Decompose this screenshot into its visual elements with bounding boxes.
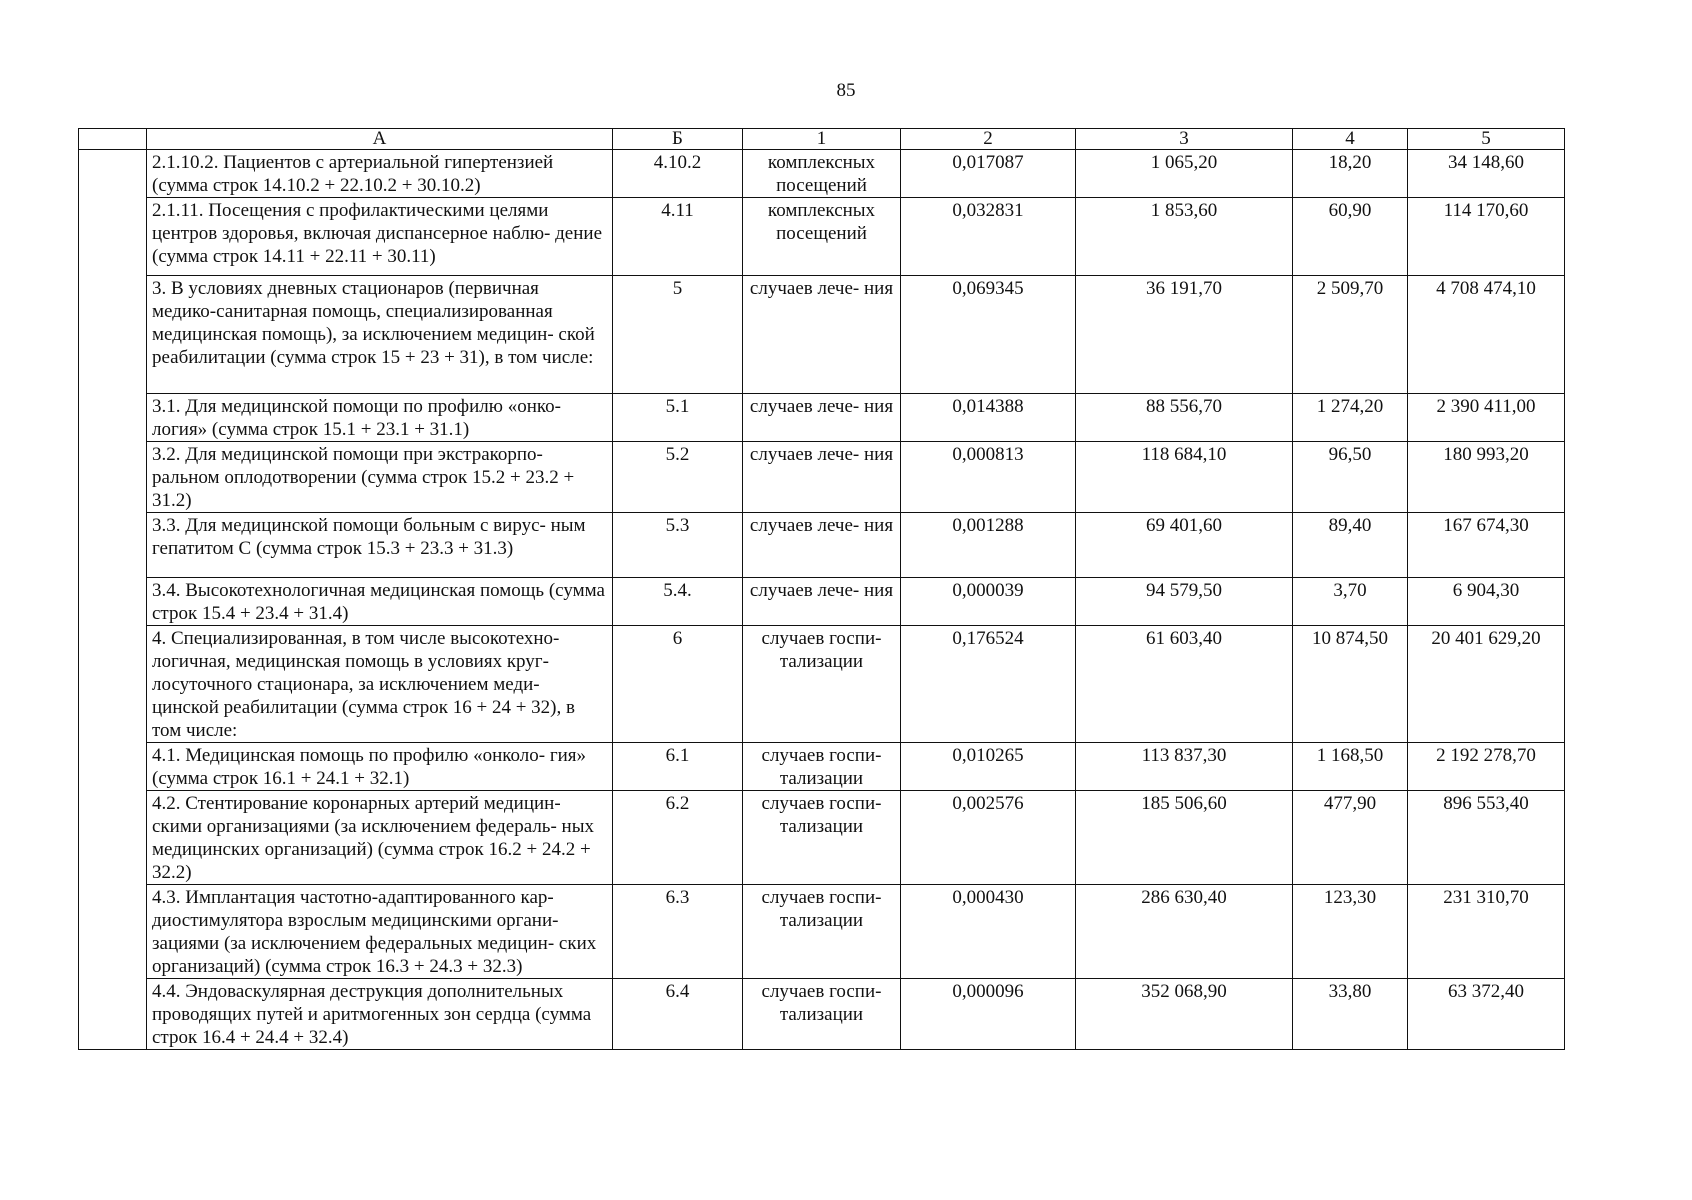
header-row	[79, 129, 1565, 150]
row-value-3: 69 401,60	[1076, 513, 1293, 578]
row-unit: случаев госпи- тализации	[743, 885, 901, 979]
row-value-3: 118 684,10	[1076, 442, 1293, 513]
row-margin-cell	[79, 394, 147, 442]
row-value-4: 2 509,70	[1293, 276, 1408, 394]
row-value-4: 1 168,50	[1293, 743, 1408, 791]
table-row	[79, 276, 1565, 394]
table-row	[79, 979, 1565, 1050]
row-value-4: 3,70	[1293, 578, 1408, 626]
row-margin-cell	[79, 442, 147, 513]
row-margin-cell	[79, 578, 147, 626]
row-value-3: 94 579,50	[1076, 578, 1293, 626]
table-row	[79, 198, 1565, 276]
header-col-2: 2	[901, 129, 1076, 150]
row-name: 4.2. Стентирование коронарных артерий медицин- скими организациями (за исключением федераль- ных медицинских организаций) (сумма строк 16.2 + 24.2 + 32.2)	[147, 791, 613, 885]
row-name: 4.3. Имплантация частотно-адаптированного кар- диостимулятора взрослым медицинскими органи- зациями (за исключением федеральных медицин- ских организаций) (сумма строк 16.3 + 24.3 + 32.3)	[147, 885, 613, 979]
row-value-2: 0,002576	[901, 791, 1076, 885]
row-value-5: 6 904,30	[1408, 578, 1565, 626]
row-value-3: 185 506,60	[1076, 791, 1293, 885]
row-code: 4.10.2	[613, 150, 743, 198]
row-unit: комплексных посещений	[743, 150, 901, 198]
row-name: 2.1.10.2. Пациентов с артериальной гипертензией (сумма строк 14.10.2 + 22.10.2 + 30.10.2)	[147, 150, 613, 198]
row-code: 6.1	[613, 743, 743, 791]
row-name: 2.1.11. Посещения с профилактическими целями центров здоровья, включая диспансерное наблю- дение (сумма строк 14.11 + 22.11 + 30.11)	[147, 198, 613, 276]
row-name: 3. В условиях дневных стационаров (первичная медико-санитарная помощь, специализированная медицинская помощь), за исключением медицин- ской реабилитации (сумма строк 15 + 23 + 31), в том числе:	[147, 276, 613, 394]
row-code: 4.11	[613, 198, 743, 276]
row-value-2: 0,000039	[901, 578, 1076, 626]
page-number: 85	[836, 80, 856, 101]
header-col-3: 3	[1076, 129, 1293, 150]
table-row	[79, 743, 1565, 791]
header-col-b: Б	[613, 129, 743, 150]
row-name: 3.3. Для медицинской помощи больным с вирус- ным гепатитом С (сумма строк 15.3 + 23.3 + 31.3)	[147, 513, 613, 578]
row-unit: случаев госпи- тализации	[743, 979, 901, 1050]
row-unit: случаев лече- ния	[743, 513, 901, 578]
row-code: 5	[613, 276, 743, 394]
row-unit: случаев госпи- тализации	[743, 743, 901, 791]
row-value-2: 0,014388	[901, 394, 1076, 442]
row-code: 6.3	[613, 885, 743, 979]
table-row	[79, 513, 1565, 578]
row-name: 3.2. Для медицинской помощи при экстракорпо- ральном оплодотворении (сумма строк 15.2 + 23.2 + 31.2)	[147, 442, 613, 513]
row-unit: случаев лече- ния	[743, 394, 901, 442]
row-margin-cell	[79, 979, 147, 1050]
row-margin-cell	[79, 513, 147, 578]
row-value-3: 113 837,30	[1076, 743, 1293, 791]
row-unit: случаев лече- ния	[743, 578, 901, 626]
row-value-5: 34 148,60	[1408, 150, 1565, 198]
row-value-4: 18,20	[1293, 150, 1408, 198]
row-value-4: 477,90	[1293, 791, 1408, 885]
row-name: 4.4. Эндоваскулярная деструкция дополнительных проводящих путей и аритмогенных зон сердца (сумма строк 16.4 + 24.4 + 32.4)	[147, 979, 613, 1050]
row-value-4: 123,30	[1293, 885, 1408, 979]
header-col-5: 5	[1408, 129, 1565, 150]
row-value-3: 352 068,90	[1076, 979, 1293, 1050]
row-value-2: 0,001288	[901, 513, 1076, 578]
table-row	[79, 885, 1565, 979]
row-value-3: 1 065,20	[1076, 150, 1293, 198]
row-value-5: 180 993,20	[1408, 442, 1565, 513]
row-value-5: 63 372,40	[1408, 979, 1565, 1050]
row-value-4: 1 274,20	[1293, 394, 1408, 442]
table-row	[79, 442, 1565, 513]
row-unit: комплексных посещений	[743, 198, 901, 276]
table-row	[79, 791, 1565, 885]
table-row	[79, 394, 1565, 442]
row-value-5: 20 401 629,20	[1408, 626, 1565, 743]
row-value-2: 0,000096	[901, 979, 1076, 1050]
row-value-4: 96,50	[1293, 442, 1408, 513]
row-code: 5.4.	[613, 578, 743, 626]
row-margin-cell	[79, 791, 147, 885]
row-value-2: 0,032831	[901, 198, 1076, 276]
row-value-5: 2 390 411,00	[1408, 394, 1565, 442]
row-value-5: 2 192 278,70	[1408, 743, 1565, 791]
row-margin-cell	[79, 198, 147, 276]
row-value-4: 60,90	[1293, 198, 1408, 276]
row-value-2: 0,017087	[901, 150, 1076, 198]
row-margin-cell	[79, 150, 147, 198]
row-value-3: 61 603,40	[1076, 626, 1293, 743]
table-row	[79, 578, 1565, 626]
data-table	[78, 128, 1565, 1050]
table-row	[79, 626, 1565, 743]
row-value-4: 89,40	[1293, 513, 1408, 578]
row-margin-cell	[79, 626, 147, 743]
header-col-4: 4	[1293, 129, 1408, 150]
row-value-5: 231 310,70	[1408, 885, 1565, 979]
header-col-1: 1	[743, 129, 901, 150]
row-code: 6	[613, 626, 743, 743]
row-value-2: 0,069345	[901, 276, 1076, 394]
row-code: 5.1	[613, 394, 743, 442]
row-name: 4.1. Медицинская помощь по профилю «онколо- гия» (сумма строк 16.1 + 24.1 + 32.1)	[147, 743, 613, 791]
row-value-3: 36 191,70	[1076, 276, 1293, 394]
row-name: 4. Специализированная, в том числе высокотехно- логичная, медицинская помощь в условиях круг- лосуточного стационара, за исключением меди- цинской реабилитации (сумма строк 16 + 24 + 32), в том числе:	[147, 626, 613, 743]
table-row	[79, 150, 1565, 198]
row-unit: случаев госпи- тализации	[743, 626, 901, 743]
row-value-3: 1 853,60	[1076, 198, 1293, 276]
row-code: 6.4	[613, 979, 743, 1050]
row-name: 3.1. Для медицинской помощи по профилю «онко- логия» (сумма строк 15.1 + 23.1 + 31.1)	[147, 394, 613, 442]
row-value-2: 0,000430	[901, 885, 1076, 979]
row-code: 5.2	[613, 442, 743, 513]
row-unit: случаев госпи- тализации	[743, 791, 901, 885]
row-unit: случаев лече- ния	[743, 442, 901, 513]
row-value-3: 286 630,40	[1076, 885, 1293, 979]
row-margin-cell	[79, 276, 147, 394]
row-value-5: 4 708 474,10	[1408, 276, 1565, 394]
row-unit: случаев лече- ния	[743, 276, 901, 394]
row-value-4: 10 874,50	[1293, 626, 1408, 743]
header-col-a: А	[147, 129, 613, 150]
row-value-2: 0,000813	[901, 442, 1076, 513]
row-code: 5.3	[613, 513, 743, 578]
row-value-5: 896 553,40	[1408, 791, 1565, 885]
row-value-2: 0,010265	[901, 743, 1076, 791]
header-blank	[79, 129, 147, 150]
row-value-5: 114 170,60	[1408, 198, 1565, 276]
row-margin-cell	[79, 743, 147, 791]
row-value-5: 167 674,30	[1408, 513, 1565, 578]
row-margin-cell	[79, 885, 147, 979]
row-value-2: 0,176524	[901, 626, 1076, 743]
row-value-4: 33,80	[1293, 979, 1408, 1050]
row-value-3: 88 556,70	[1076, 394, 1293, 442]
row-name: 3.4. Высокотехнологичная медицинская помощь (сумма строк 15.4 + 23.4 + 31.4)	[147, 578, 613, 626]
row-code: 6.2	[613, 791, 743, 885]
